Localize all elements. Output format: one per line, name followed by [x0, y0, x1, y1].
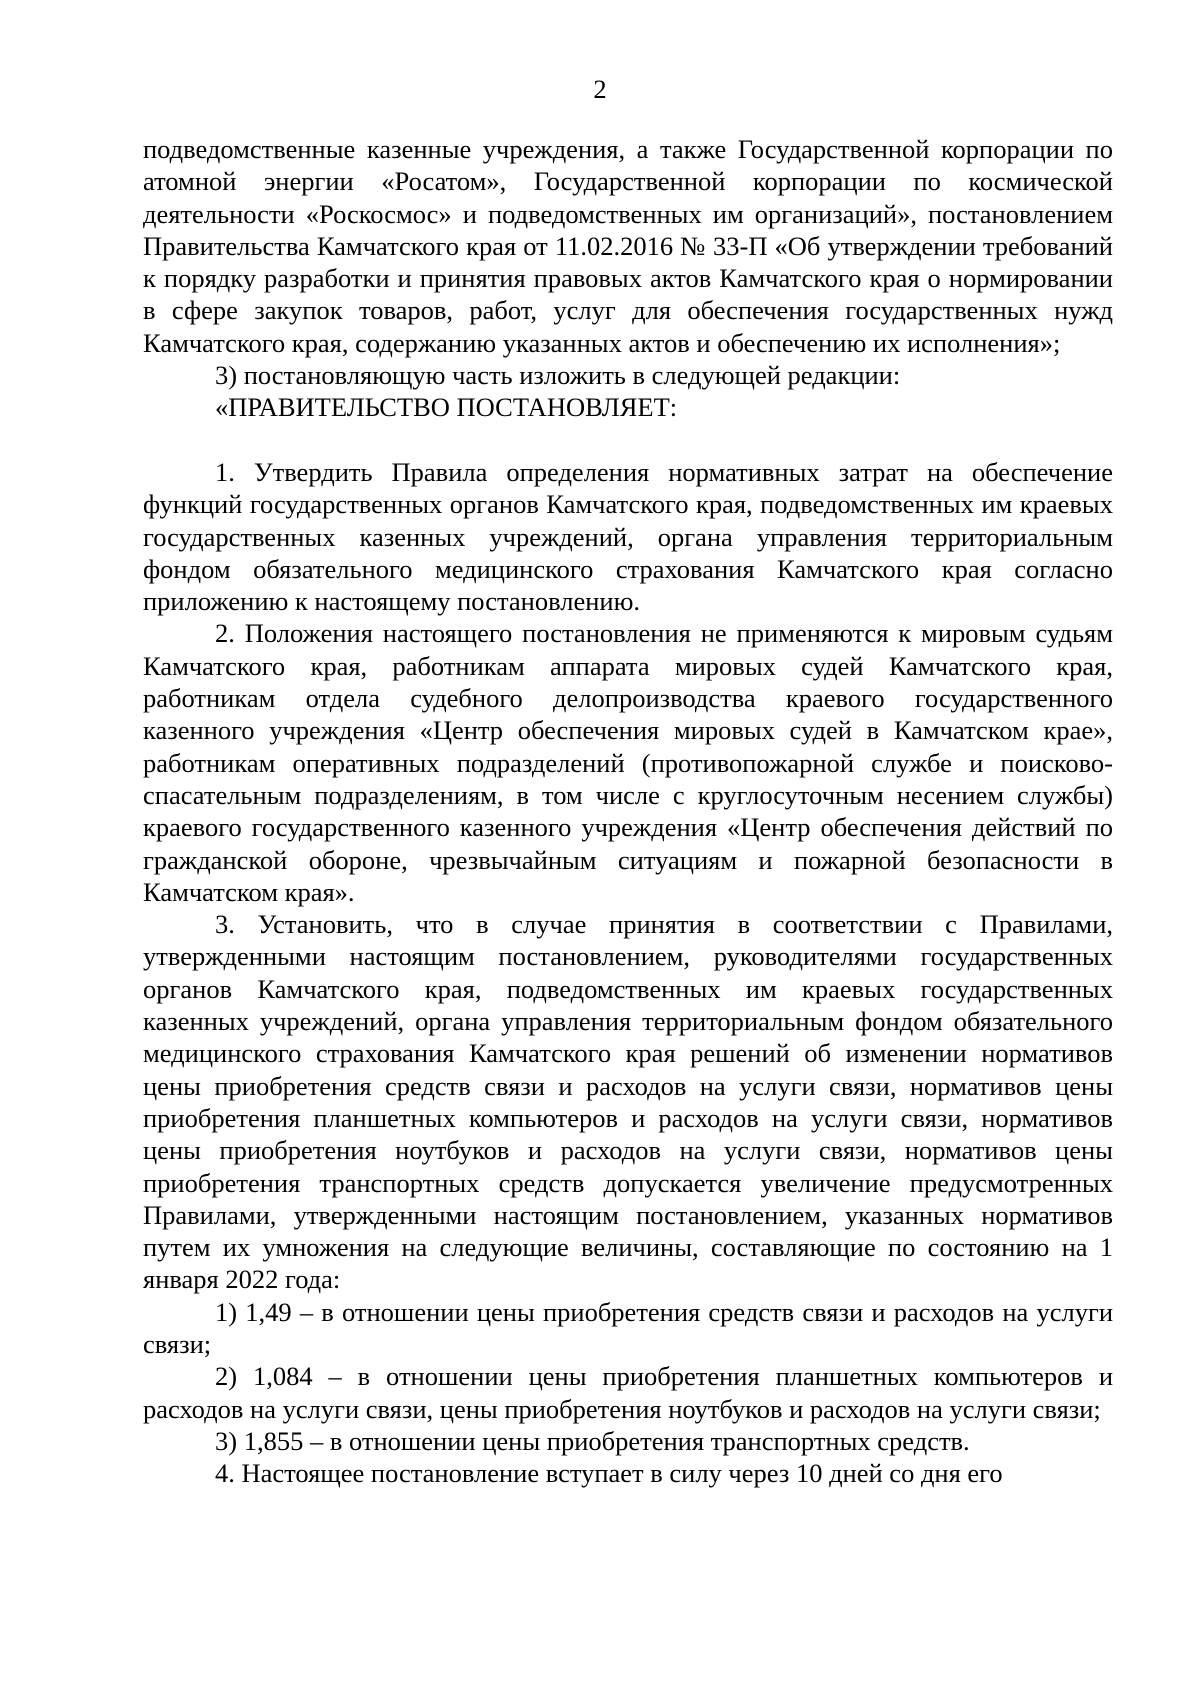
paragraph-clause-3: 3. Установить, что в случае принятия в соответствии с Правилами, утвержденными настоящим постановлением, руководителями государственных органов Камчатского края, подведомственных им краевых государственных казенных учреждений, органа управления территориальным фондом обязательного медицинского страхования Камчатского края решений об изменении нормативов цены приобретения средств связи и расходов на услуги связи, нормативов цены приобретения планшетных компьютеров и расходов на услуги связи, нормативов цены приобретения ноутбуков и расходов на услуги связи, нормативов цены приобретения транспортных средств допускается увеличение предусмотренных Правилами, утвержденными настоящим постановлением, указанных нормативов путем их умножения на следующие величины, составляющие по состоянию на 1 января 2022 года: — [143, 909, 1113, 1295]
paragraph-item-3-intro: 3) постановляющую часть изложить в следующей редакции: — [215, 360, 901, 391]
paragraph-clause-4: 4. Настоящее постановление вступает в силу через 10 дней со дня его — [215, 1458, 1003, 1489]
paragraph-subitem-2: 2) 1,084 – в отношении цены приобретения планшетных компьютеров и расходов на услуги связи, цены приобретения ноутбуков и расходов на услуги связи; — [143, 1361, 1113, 1424]
paragraph-continuation: подведомственные казенные учреждения, а также Государственной корпорации по атомной энергии «Росатом», Государственной корпорации по космической деятельности «Роскосмос» и подведомственных им организаций», постановлением Правительства Камчатского края от 11.02.2016 № 33-П «Об утверждении требований к порядку разработки и принятия правовых актов Камчатского края о нормировании в сфере закупок товаров, работ, услуг для обеспечения государственных нужд Камчатского края, содержанию указанных актов и обеспечению их исполнения»; — [143, 134, 1113, 358]
paragraph-clause-1: 1. Утвердить Правила определения нормативных затрат на обеспечение функций государственных органов Камчатского края, подведомственных им краевых государственных казенных учреждений, органа управления территориальным фондом обязательного медицинского страхования Камчатского края согласно приложению к настоящему постановлению. — [143, 456, 1113, 617]
document-body — [143, 133, 1113, 1489]
blank-line — [143, 424, 1113, 456]
paragraph-clause-2: 2. Положения настоящего постановления не применяются к мировым судьям Камчатского края, работникам аппарата мировых судей Камчатского края, работникам отдела судебного делопроизводства краевого государственного казенного учреждения «Центр обеспечения мировых судей в Камчатском крае», работникам оперативных подразделений (противопожарной службе и поисково-спасательным подразделениям, в том числе с круглосуточным несением службы) краевого государственного казенного учреждения «Центр обеспечения действий по гражданской обороне, чрезвычайным ситуациям и пожарной безопасности в Камчатском края». — [143, 618, 1113, 907]
paragraph-subitem-1: 1) 1,49 – в отношении цены приобретения средств связи и расходов на услуги связи; — [143, 1296, 1113, 1359]
paragraph-subitem-3: 3) 1,855 – в отношении цены приобретения транспортных средств. — [215, 1425, 970, 1456]
page-number: 2 — [593, 74, 607, 104]
paragraph-resolves-heading: «ПРАВИТЕЛЬСТВО ПОСТАНОВЛЯЕТ: — [215, 392, 678, 423]
